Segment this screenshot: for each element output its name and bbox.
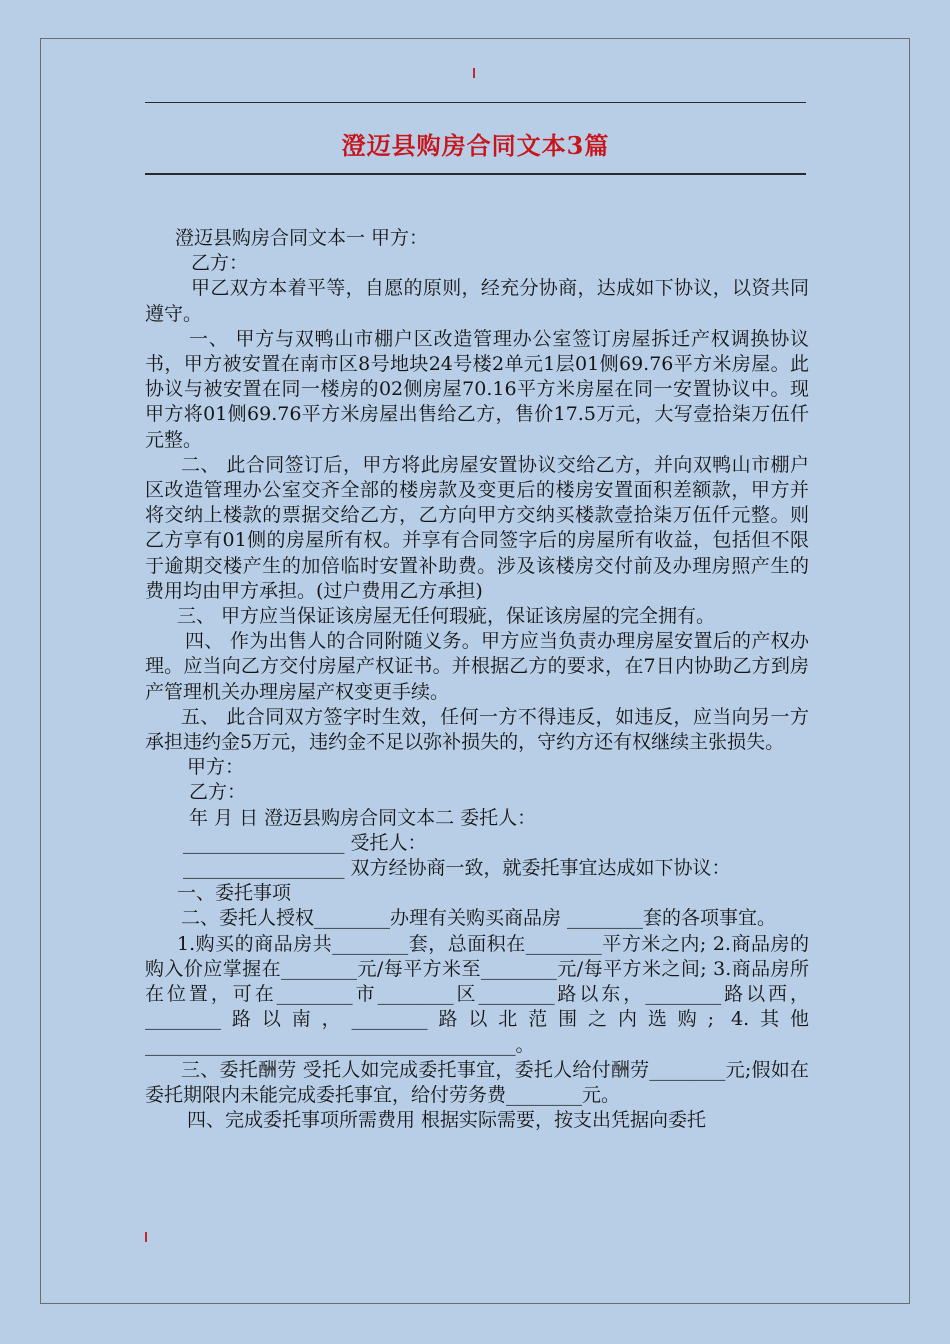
purchase-terms-paragraph: 1.购买的商品房共________套，总面积在________平方米之内; 2.商品房的购入价应掌握在________元/每平方米至________元/每平方米之间; 3.商品房所在位置，可在________市________区________路以东，________路以西，________路以南，________路以北范围之内选购; 4.其他_______________________________________。 — [145, 932, 809, 1056]
agent-blank-line: _________________ 双方经协商一致，就委托事宜达成如下协议： — [183, 857, 731, 880]
header-mark — [473, 68, 475, 78]
clause-5-paragraph: 五、 此合同双方签字时生效，任何一方不得违反，如违反，应当向另一方承担违约金5万元，违约金不足以弥补损失的，守约方还有权继续主张损失。 — [145, 705, 809, 754]
clause-1-paragraph: 一、 甲方与双鸭山市棚户区改造管理办公室签订房屋拆迁产权调换协议书，甲方被安置在南市区8号地块24号楼2单元1层01侧69.76平方米房屋。此协议与被安置在同一楼房的02侧房屋70.16平方米房屋在同一安置协议中。现甲方将01侧69.76平方米房屋出售给乙方，售价17.5万元，大写壹拾柒万伍仟元整。 — [145, 327, 809, 451]
signature-party-a: 甲方： — [187, 756, 245, 779]
clause-2-paragraph: 二、 此合同签订后，甲方将此房屋安置协议交给乙方，并向双鸭山市棚户区改造管理办公室交齐全部的楼房款及变更后的楼房安置面积差额款，甲方并将交纳上楼款的票据交给乙方，乙方向甲方交纳买楼款壹拾柒万伍仟元整。则乙方享有01侧的房屋所有权。并享有合同签字后的房屋所有收益，包括但不限于逾期交楼产生的加倍临时安置补助费。涉及该楼房交付前及办理房照产生的费用均由甲方承担。(过户费用乙方承担) — [145, 453, 809, 602]
signature-party-b: 乙方： — [189, 781, 247, 804]
clause-4-paragraph: 四、 作为出售人的合同附随义务。甲方应当负责办理房屋安置后的产权办理。应当向乙方交付房屋产权证书。并根据乙方的要求，在7日内协助乙方到房产管理机关办理房屋产权变更手续。 — [145, 630, 809, 703]
preamble-paragraph: 甲乙双方本着平等，自愿的原则，经充分协商，达成如下协议，以资共同遵守。 — [145, 277, 809, 325]
section-2-paragraph: 二、委托人授权________办理有关购买商品房 ________套的各项事宜。 — [181, 907, 777, 930]
header-rule — [145, 102, 806, 103]
document-title: 澄迈县购房合同文本3篇 — [341, 131, 610, 160]
section-3-paragraph: 三、委托酬劳 受托人如完成委托事宜，委托人给付酬劳________元;假如在委托期限内未能完成委托事宜，给付劳务费________元。 — [145, 1058, 809, 1106]
title-rule — [145, 173, 806, 175]
section-1-heading: 一、委托事项 — [177, 882, 292, 905]
footer-mark — [145, 1232, 147, 1242]
section-4-paragraph: 四、完成委托事项所需费用 根据实际需要，按支出凭据向委托 — [187, 1109, 707, 1132]
party-b-label: 乙方： — [191, 252, 249, 275]
contract-one-heading: 澄迈县购房合同文本一 甲方： — [175, 227, 429, 249]
document-body — [145, 226, 809, 1133]
clause-3-paragraph: 三、 甲方应当保证该房屋无任何瑕疵，保证该房屋的完全拥有。 — [177, 605, 716, 628]
principal-blank-line: _________________ 受托人： — [183, 831, 427, 854]
contract-two-heading: 年 月 日 澄迈县购房合同文本二 委托人： — [189, 806, 537, 829]
